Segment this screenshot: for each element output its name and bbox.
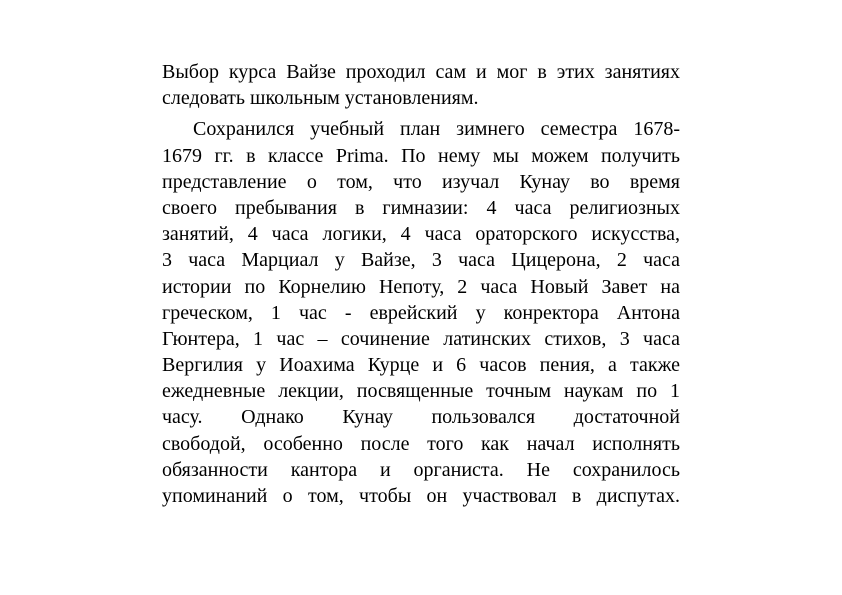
- paragraph-2-line: Сохранился учебный план зимнего семестра 1678-: [193, 118, 680, 141]
- paragraph-2-line: Гюнтера, 1 час – сочинение латинских стихов, 3 часа: [162, 327, 680, 350]
- paragraph-2-line: 1679 гг. в классе Prima. По нему мы можем получить: [162, 144, 680, 167]
- paragraph-2-line: представление о том, что изучал Кунау во время: [162, 170, 680, 193]
- paragraph-2-line: Вергилия у Иоахима Курце и 6 часов пения, а также: [162, 354, 680, 377]
- paragraph-2-line: занятий, 4 часа логики, 4 часа ораторского искусства,: [162, 223, 680, 246]
- paragraph-2-line: своего пребывания в гимназии: 4 часа религиозных: [162, 196, 680, 219]
- paragraph-2-line: часу. Однако Кунау пользовался достаточной: [162, 406, 680, 429]
- paragraph-2-line: греческом, 1 час - еврейский у конректора Антона: [162, 301, 680, 324]
- paragraph-1-line: следовать школьным установлениям.: [162, 87, 479, 110]
- paragraph-2-line: упоминаний о том, чтобы он участвовал в диспутах.: [162, 485, 680, 507]
- paragraph-2-line: обязанности кантора и органиста. Не сохранилось: [162, 458, 680, 481]
- text-block: [162, 59, 680, 509]
- paragraph-2-line: истории по Корнелию Непоту, 2 часа Новый Завет на: [162, 275, 680, 298]
- paragraph-2-line: 3 часа Марциал у Вайзе, 3 часа Цицерона, 2 часа: [162, 249, 680, 272]
- paragraph-1: [162, 59, 680, 111]
- paragraph-1-line: Выбор курса Вайзе проходил сам и мог в этих занятиях: [162, 61, 680, 83]
- paragraph-2-line: свободой, особенно после того как начал исполнять: [162, 432, 680, 455]
- paragraph-2-line: ежедневные лекции, посвященные точным наукам по 1: [162, 380, 680, 403]
- paragraph-2: [162, 116, 680, 509]
